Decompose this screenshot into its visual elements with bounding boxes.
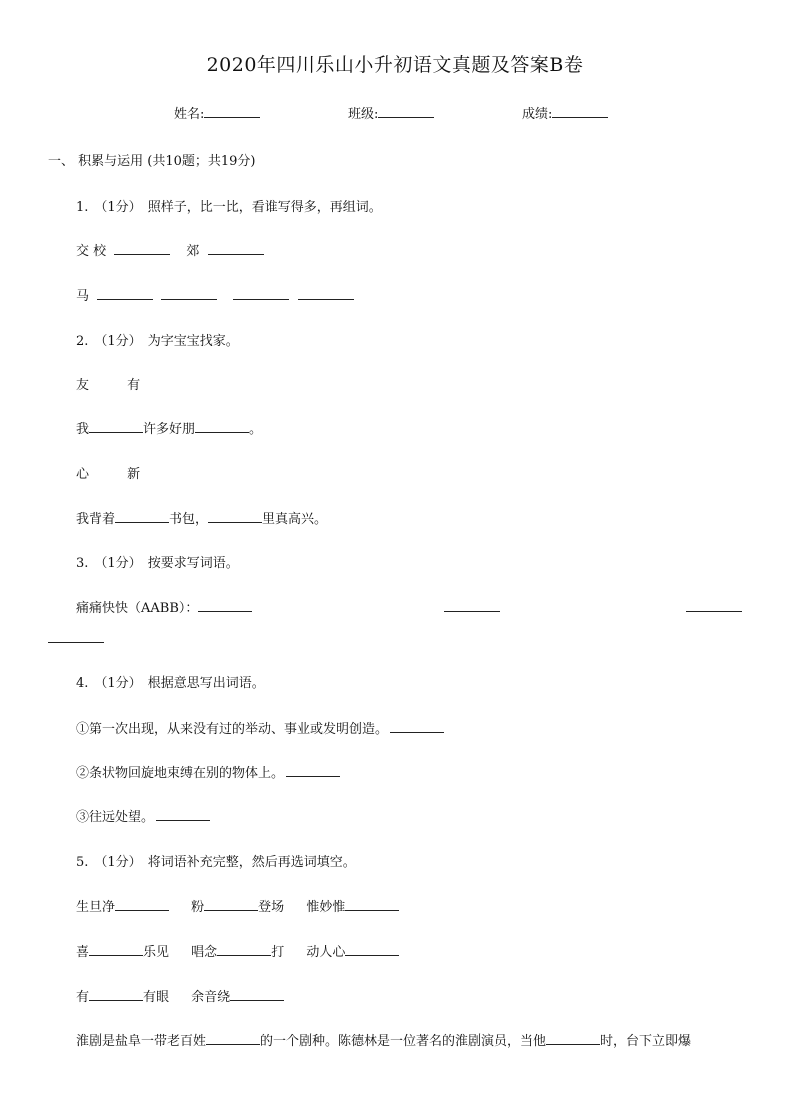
q5-para-part-2: 的一个剧种。陈德林是一位著名的淮剧演员，当他: [260, 1034, 547, 1049]
q2-s1-part-b: 许多好朋: [143, 422, 196, 437]
q5-blank-5[interactable]: [217, 941, 271, 956]
q5-number: 5.: [76, 855, 89, 870]
q3-label: 痛痛快快（AABB）：: [76, 601, 199, 616]
q5-r1-d: 惟妙惟: [306, 900, 346, 915]
q2-word-xin2: 新: [127, 467, 141, 482]
q2-s2-part-c: 里真高兴。: [262, 512, 328, 527]
q5-row-2: [76, 941, 399, 960]
q4-number: 4.: [76, 676, 89, 691]
class-blank[interactable]: [378, 103, 434, 118]
q1-blank-3[interactable]: [97, 285, 153, 300]
q2-blank-4[interactable]: [208, 508, 262, 523]
q5-blank-8[interactable]: [230, 986, 284, 1001]
q4-item-2-text: ②条状物回旋地束缚在别的物体上。: [76, 766, 285, 781]
q5-r1-c: 登场: [258, 900, 285, 915]
q2-number: 2.: [76, 334, 89, 349]
q4-item-1-text: ①第一次出现，从来没有过的举动、事业或发明创造。: [76, 722, 389, 737]
q5-blank-6[interactable]: [345, 941, 399, 956]
q2-s2-part-b: 书包，: [169, 512, 209, 527]
q1-blank-6[interactable]: [298, 285, 354, 300]
q5-r1-b: 粉: [191, 900, 205, 915]
q4-item-2: [76, 762, 340, 781]
section-heading: 一、 积累与运用 (共10题；共19分): [48, 154, 256, 169]
q2-s2-part-a: 我背着: [76, 512, 116, 527]
q5-r2-d: 打: [271, 945, 285, 960]
q4-item-3-text: ③往远处望。: [76, 810, 155, 825]
q2-prompt: 为字宝宝找家。: [147, 334, 239, 349]
q5-blank-1[interactable]: [115, 896, 169, 911]
question-5: [76, 851, 356, 870]
q5-r3-a: 有: [76, 990, 90, 1005]
score-blank[interactable]: [552, 103, 608, 118]
q3-number: 3.: [76, 556, 89, 571]
q5-blank-7[interactable]: [89, 986, 143, 1001]
q4-item-3: [76, 806, 210, 825]
class-label: 班级:: [348, 107, 379, 122]
q1-prompt: 照样子，比一比，看谁写得多，再组词。: [147, 200, 382, 215]
q4-item-1: [76, 718, 444, 737]
q2-score: （1分）: [94, 334, 142, 349]
q1-blank-1[interactable]: [114, 240, 170, 255]
q3-prompt: 按要求写词语。: [147, 556, 239, 571]
q5-para-part-3: 时，台下立即爆: [600, 1034, 692, 1049]
q2-s1-part-c: 。: [249, 422, 263, 437]
name-blank[interactable]: [204, 103, 260, 118]
score-label: 成绩:: [522, 107, 553, 122]
page-title: 2020年四川乐山小升初语文真题及答案B卷: [206, 54, 584, 76]
q2-blank-2[interactable]: [195, 418, 249, 433]
q2-sentence-1: [76, 418, 262, 437]
q5-blank-4[interactable]: [89, 941, 143, 956]
q2-s1-part-a: 我: [76, 422, 90, 437]
question-3: [76, 552, 239, 571]
q5-r1-a: 生旦净: [76, 900, 116, 915]
q1-row2-char: 马: [76, 289, 90, 304]
q1-number: 1.: [76, 200, 89, 215]
q2-word-you2: 有: [127, 378, 141, 393]
question-1: [76, 196, 382, 215]
q2-words-1: [76, 374, 140, 393]
name-label: 姓名:: [174, 107, 205, 122]
q1-score: （1分）: [94, 200, 142, 215]
score-field: [522, 103, 608, 122]
q4-blank-3[interactable]: [156, 806, 210, 821]
q4-blank-2[interactable]: [286, 762, 340, 777]
q3-score: （1分）: [94, 556, 142, 571]
q5-blank-3[interactable]: [345, 896, 399, 911]
question-4: [76, 672, 265, 691]
name-field: [174, 103, 260, 122]
q4-score: （1分）: [94, 676, 142, 691]
q1-row2: [76, 285, 354, 304]
q5-blank-10[interactable]: [546, 1030, 600, 1045]
q2-blank-1[interactable]: [89, 418, 143, 433]
q1-row1-char-b: 郊: [186, 244, 200, 259]
q5-r2-b: 乐见: [143, 945, 170, 960]
q2-word-you1: 友: [76, 378, 90, 393]
q2-sentence-2: [76, 508, 327, 527]
q5-blank-9[interactable]: [206, 1030, 260, 1045]
q1-row1: [76, 240, 264, 259]
q4-prompt: 根据意思写出词语。: [147, 676, 265, 691]
question-2: [76, 330, 239, 349]
q5-r2-a: 喜: [76, 945, 90, 960]
q5-prompt: 将词语补充完整，然后再选词填空。: [147, 855, 356, 870]
q3-blank-2[interactable]: [444, 597, 500, 612]
q5-row-1: [76, 896, 399, 915]
q1-row1-chars: 交 校: [76, 244, 107, 259]
q5-score: （1分）: [94, 855, 142, 870]
q3-line: [76, 597, 252, 616]
q1-blank-4[interactable]: [161, 285, 217, 300]
q1-blank-2[interactable]: [208, 240, 264, 255]
q1-blank-5[interactable]: [233, 285, 289, 300]
q2-words-2: [76, 463, 140, 482]
q5-row-3: [76, 986, 284, 1005]
class-field: [348, 103, 434, 122]
q2-blank-3[interactable]: [115, 508, 169, 523]
q5-r2-c: 唱念: [191, 945, 218, 960]
q2-word-xin1: 心: [76, 467, 90, 482]
q3-blank-1[interactable]: [198, 597, 252, 612]
q5-blank-2[interactable]: [204, 896, 258, 911]
q5-paragraph: [76, 1030, 691, 1049]
q3-blank-3[interactable]: [686, 597, 742, 612]
q4-blank-1[interactable]: [390, 718, 444, 733]
q5-r3-b: 有眼: [143, 990, 170, 1005]
q3-blank-4[interactable]: [48, 628, 104, 643]
q5-para-part-1: 淮剧是盐阜一带老百姓: [76, 1034, 207, 1049]
q5-r3-c: 余音绕: [191, 990, 231, 1005]
q5-r2-e: 动人心: [306, 945, 346, 960]
